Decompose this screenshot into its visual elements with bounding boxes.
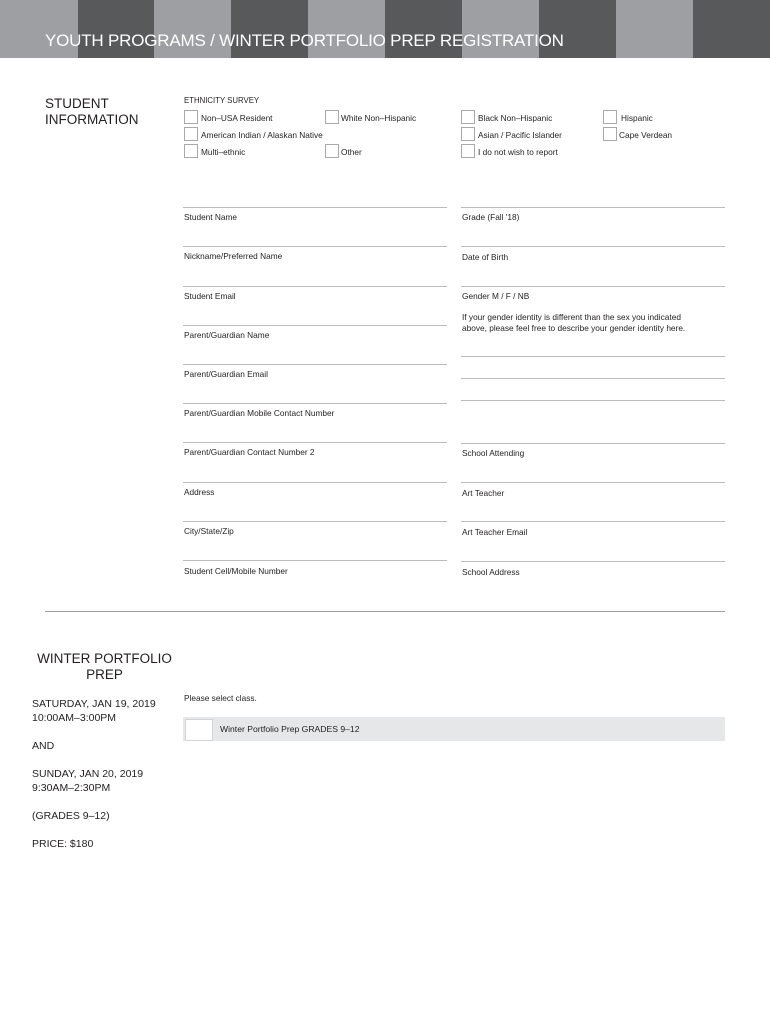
field-label: Date of Birth xyxy=(462,252,509,262)
heading-line: STUDENT xyxy=(45,96,109,111)
ethnicity-checkbox-other[interactable] xyxy=(325,144,339,158)
ethnicity-checkbox-hispanic[interactable] xyxy=(603,110,617,124)
ethnicity-option-label: American Indian / Alaskan Native xyxy=(201,130,323,140)
banner-stripe xyxy=(693,0,770,58)
heading-line: WINTER PORTFOLIO xyxy=(37,651,172,666)
ethnicity-checkbox-asian[interactable] xyxy=(461,127,475,141)
date-text: SUNDAY, JAN 20, 2019 xyxy=(32,768,144,780)
field-label: City/State/Zip xyxy=(184,526,234,536)
field-label: Student Name xyxy=(184,212,238,222)
student-email-field[interactable] xyxy=(183,286,447,287)
ethnicity-checkbox-non-usa[interactable] xyxy=(184,110,198,124)
ethnicity-checkbox-american-indian[interactable] xyxy=(184,127,198,141)
ethnicity-checkbox-multi-ethnic[interactable] xyxy=(184,144,198,158)
field-label: School Address xyxy=(462,567,520,577)
ethnicity-option-label: White Non–Hispanic xyxy=(341,113,417,123)
page-title: YOUTH PROGRAMS / WINTER PORTFOLIO PREP REGISTRATION xyxy=(45,31,564,50)
field-label: School Attending xyxy=(462,448,525,458)
field-label: Art Teacher xyxy=(462,488,505,498)
time-text: 10:00AM–3:00PM xyxy=(32,712,117,724)
ethnicity-option-label: I do not wish to report xyxy=(478,147,558,157)
ethnicity-checkbox-white[interactable] xyxy=(325,110,339,124)
parent-name-field[interactable] xyxy=(183,325,447,326)
ethnicity-option-label: Asian / Pacific Islander xyxy=(478,130,562,140)
program-date-2 xyxy=(32,767,143,795)
class-select-prompt: Please select class. xyxy=(184,693,257,703)
class-option-checkbox[interactable] xyxy=(185,719,213,741)
student-name-field[interactable] xyxy=(183,207,447,208)
date-of-birth-field[interactable] xyxy=(461,246,725,247)
parent-email-field[interactable] xyxy=(183,364,447,365)
ethnicity-checkbox-no-report[interactable] xyxy=(461,144,475,158)
field-label: Student Cell/Mobile Number xyxy=(184,566,288,576)
heading-line: PREP xyxy=(86,667,123,682)
gender-identity-line[interactable] xyxy=(461,400,725,401)
field-label: Gender M / F / NB xyxy=(462,291,530,301)
ethnicity-survey-label: ETHNICITY SURVEY xyxy=(184,96,260,105)
grade-field[interactable] xyxy=(461,207,725,208)
ethnicity-option-label: Other xyxy=(341,147,362,157)
city-state-zip-field[interactable] xyxy=(183,521,447,522)
art-teacher-field[interactable] xyxy=(461,482,725,483)
section-divider xyxy=(45,611,725,612)
field-label: Parent/Guardian Name xyxy=(184,330,270,340)
field-label: Grade (Fall '18) xyxy=(462,212,520,222)
field-label: Address xyxy=(184,487,215,497)
banner-stripe xyxy=(616,0,693,58)
parent-contact-2-field[interactable] xyxy=(183,442,447,443)
time-text: 9:30AM–2:30PM xyxy=(32,782,111,794)
ethnicity-option-label: Cape Verdean xyxy=(619,130,673,140)
school-address-field[interactable] xyxy=(461,561,725,562)
gender-identity-line[interactable] xyxy=(461,378,725,379)
ethnicity-option-label: Multi–ethnic xyxy=(201,147,246,157)
school-attending-field[interactable] xyxy=(461,443,725,444)
heading-line: INFORMATION xyxy=(45,112,139,127)
student-section-heading xyxy=(45,96,139,128)
program-grades: (GRADES 9–12) xyxy=(32,810,110,822)
parent-mobile-field[interactable] xyxy=(183,403,447,404)
art-teacher-email-field[interactable] xyxy=(461,521,725,522)
ethnicity-checkbox-black[interactable] xyxy=(461,110,475,124)
field-label: Parent/Guardian Mobile Contact Number xyxy=(184,408,335,418)
header-banner xyxy=(0,0,770,58)
student-cell-field[interactable] xyxy=(183,560,447,561)
program-and: AND xyxy=(32,740,55,752)
ethnicity-option-label: Hispanic xyxy=(621,113,653,123)
field-label: Art Teacher Email xyxy=(462,527,528,537)
date-text: SATURDAY, JAN 19, 2019 xyxy=(32,698,156,710)
field-label: Parent/Guardian Contact Number 2 xyxy=(184,447,315,457)
address-field[interactable] xyxy=(183,482,447,483)
gender-identity-line[interactable] xyxy=(461,356,725,357)
class-option-label: Winter Portfolio Prep GRADES 9–12 xyxy=(220,724,360,734)
ethnicity-option-label: Black Non–Hispanic xyxy=(478,113,553,123)
ethnicity-option-label: Non–USA Resident xyxy=(201,113,273,123)
gender-field[interactable] xyxy=(461,286,725,287)
field-label: Student Email xyxy=(184,291,236,301)
note-line: If your gender identity is different than the sex you indicated xyxy=(462,312,681,322)
ethnicity-checkbox-cape-verdean[interactable] xyxy=(603,127,617,141)
program-heading xyxy=(32,651,177,683)
nickname-field[interactable] xyxy=(183,246,447,247)
gender-identity-note xyxy=(462,312,685,334)
program-date-1 xyxy=(32,697,156,725)
field-label: Parent/Guardian Email xyxy=(184,369,268,379)
note-line: above, please feel free to describe your gender identity here. xyxy=(462,323,686,333)
field-label: Nickname/Preferred Name xyxy=(184,251,283,261)
program-price: PRICE: $180 xyxy=(32,838,94,850)
